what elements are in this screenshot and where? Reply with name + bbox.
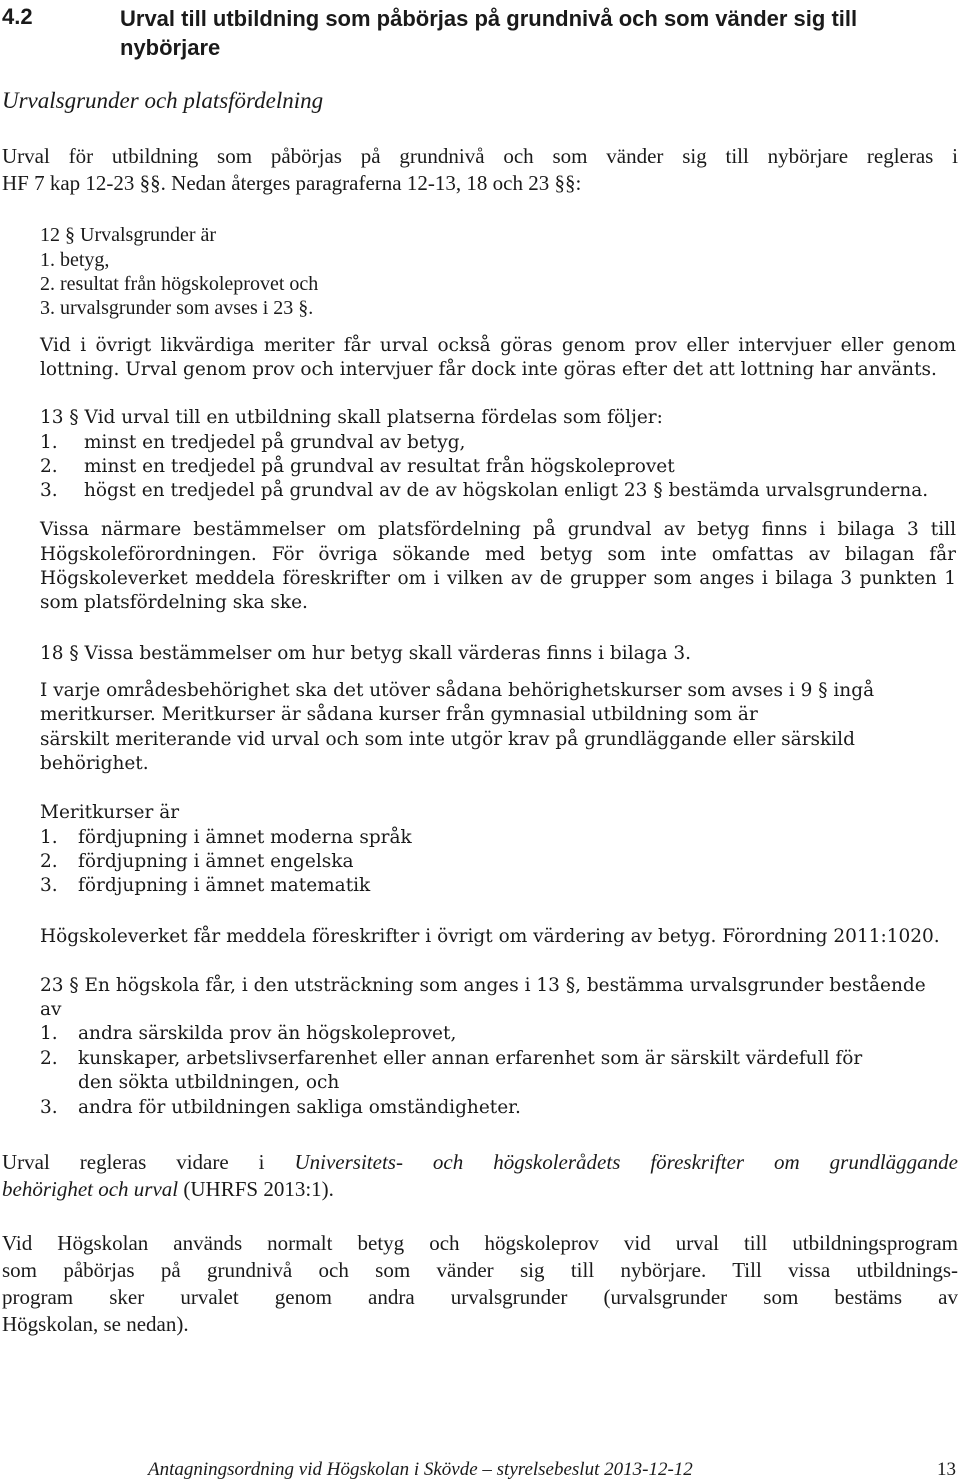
page-number: 13	[937, 1459, 956, 1480]
s18-paragraph-line-4: behörighet.	[40, 753, 149, 774]
subheading: Urvalsgrunder och platsfördelning	[2, 88, 324, 113]
intro-line-2: HF 7 kap 12-23 §§. Nedan återges paragraferna 12-13, 18 och 23 §§:	[2, 171, 582, 195]
s23-item-3: 3. andra för utbildningen sakliga omständigheter.	[40, 1097, 521, 1118]
s12-item-3: 3. urvalsgrunder som avses i 23 §.	[40, 297, 314, 319]
s23-item-1: 1. andra särskilda prov än högskoleprovet,	[40, 1023, 457, 1044]
s18-paragraph-line-3: särskilt meriterande vid urval och som inte utgör krav på grundläggande eller särskild	[40, 729, 855, 750]
meritkurs-item-3: 3. fördjupning i ämnet matematik	[40, 875, 371, 896]
heading-number: 4.2	[2, 4, 33, 29]
page-footer: Antagningsordning vid Högskolan i Skövde – styrelsebeslut 2013-12-12	[148, 1459, 693, 1480]
s12-paragraph-line-2: lottning. Urval genom prov och intervjuer får dock inte göras efter det att lottning har använts.	[40, 359, 937, 380]
s12-paragraph-line-1: Vid i övrigt likvärdiga meriter får urval också göras genom prov eller intervjuer eller genom	[40, 335, 956, 356]
closing1-line-2: behörighet och urval (UHRFS 2013:1).	[2, 1177, 334, 1201]
closing2-line-3: program sker urvalet genom andra urvalsgrunder (urvalsgrunder som bestäms av	[2, 1285, 958, 1309]
s13-paragraph-line-2: Högskoleförordningen. För övriga sökande med betyg som inte omfattas av bilagan får	[40, 544, 956, 565]
s13-paragraph-line-4: som platsfördelning ska ske.	[40, 592, 308, 613]
s12-item-1: 1. betyg,	[40, 249, 110, 271]
closing2-line-4: Högskolan, se nedan).	[2, 1312, 189, 1336]
s13-item-2: 2. minst en tredjedel på grundval av resultat från högskoleprovet	[40, 456, 675, 477]
meritkurs-item-2: 2. fördjupning i ämnet engelska	[40, 851, 354, 872]
heading-title: Urval till utbildning som påbörjas på grundnivå och som vänder sig till nybörjare	[120, 6, 858, 60]
s13-item-3: 3. högst en tredjedel på grundval av de av högskolan enligt 23 § bestämda urvalsgrunderna.	[40, 480, 929, 501]
closing2-line-2: som påbörjas på grundnivå och som vänder sig till nybörjare. Till vissa utbildnings-	[2, 1258, 958, 1282]
closing1-line-1: Urval regleras vidare i Universitets- och högskolerådets föreskrifter om grundläggande	[2, 1150, 959, 1174]
s13-paragraph-line-3: Högskoleverket meddela föreskrifter om i vilken av de grupper som anges i bilaga 3 punkten 1	[40, 568, 956, 589]
s18-paragraph-line-2: meritkurser. Meritkurser är sådana kurser från gymnasial utbildning som är	[40, 704, 758, 725]
s13-item-1: 1. minst en tredjedel på grundval av betyg,	[40, 432, 466, 453]
s23-item-2-cont: den sökta utbildningen, och	[78, 1072, 340, 1093]
s18-paragraph-line-1: I varje områdesbehörighet ska det utöver sådana behörighetskurser som avses i 9 § ingå	[40, 680, 875, 701]
meritkurs-item-1: 1. fördjupning i ämnet moderna språk	[40, 827, 412, 848]
closing2-line-1: Vid Högskolan används normalt betyg och högskoleprov vid urval till utbildningsprogram	[2, 1231, 958, 1255]
section-12-heading: 12 § Urvalsgrunder är	[40, 224, 217, 246]
section-13-heading: 13 § Vid urval till en utbildning skall platserna fördelas som följer:	[40, 407, 663, 428]
meritkurser-heading: Meritkurser är	[40, 802, 180, 823]
s13-paragraph-line-1: Vissa närmare bestämmelser om platsfördelning på grundval av betyg finns i bilaga 3 till	[40, 519, 956, 540]
section-23-heading-cont: av	[40, 999, 62, 1020]
section-23-heading: 23 § En högskola får, i den utsträckning som anges i 13 §, bestämma urvalsgrunder bestående	[40, 975, 926, 996]
s12-item-2: 2. resultat från högskoleprovet och	[40, 273, 319, 295]
intro-line-1: Urval för utbildning som påbörjas på grundnivå och som vänder sig till nybörjare regleras i	[2, 144, 958, 168]
s18-closing: Högskoleverket får meddela föreskrifter i övrigt om värdering av betyg. Förordning 2011:1020.	[40, 926, 940, 947]
s23-item-2: 2. kunskaper, arbetslivserfarenhet eller annan erfarenhet som är särskilt värdefull för	[40, 1048, 863, 1069]
section-18-heading: 18 § Vissa bestämmelser om hur betyg skall värderas finns i bilaga 3.	[40, 643, 692, 664]
